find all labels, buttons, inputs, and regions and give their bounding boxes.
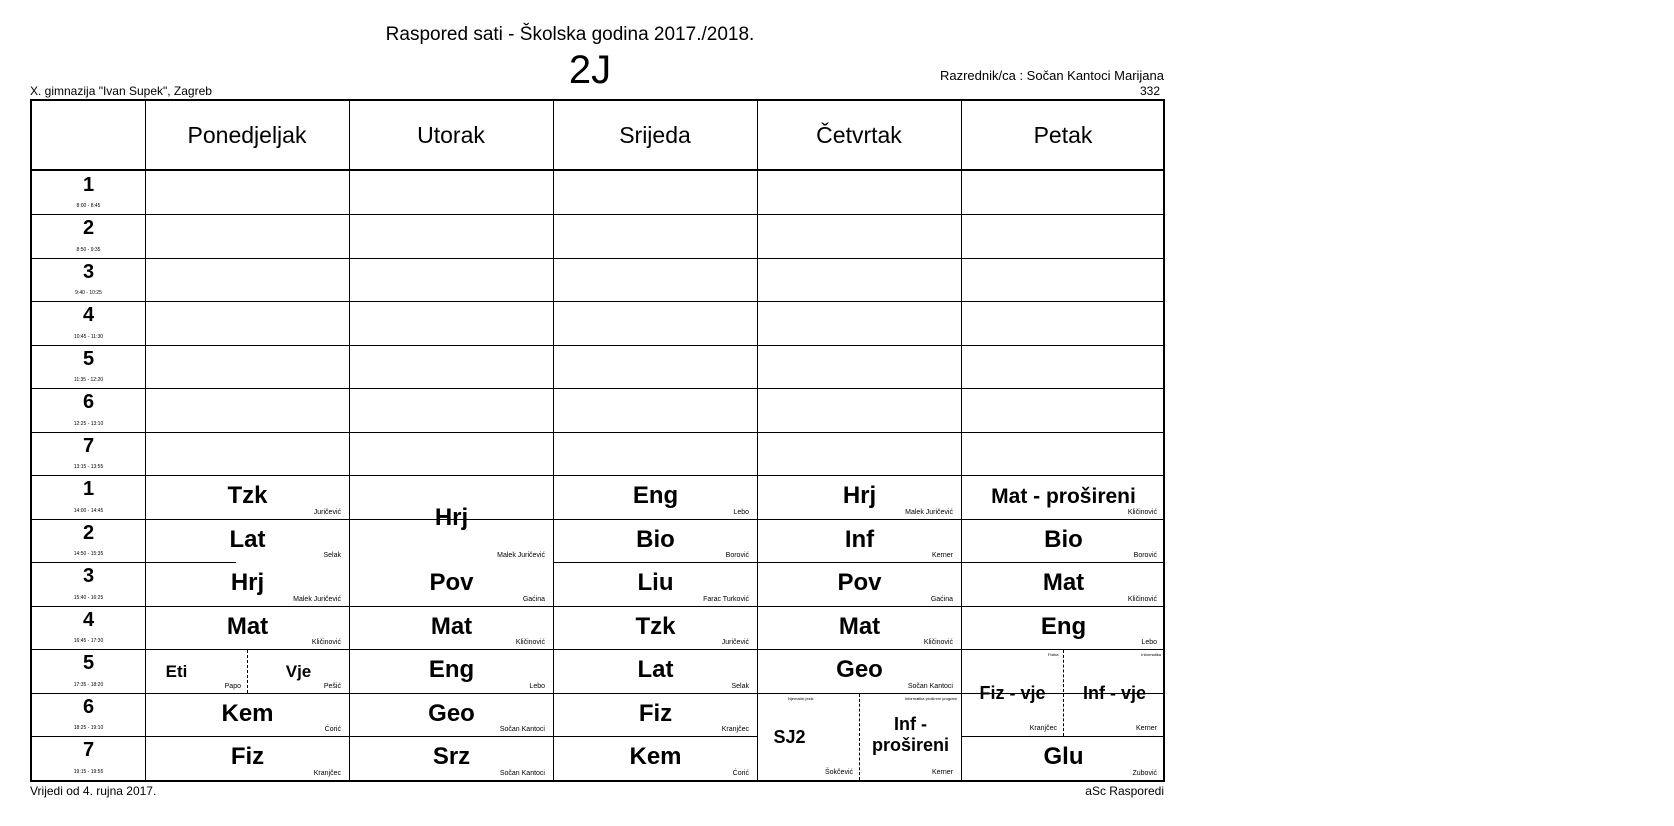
lesson-teacher: Malek Juričević (905, 509, 953, 516)
lesson-cell[interactable] (758, 476, 961, 519)
lesson-cell[interactable] (962, 563, 1165, 606)
lesson-cell[interactable] (554, 607, 757, 649)
lesson-subject: Kem (221, 700, 274, 727)
period-number: 2 (82, 217, 95, 239)
period-number: 3 (82, 565, 95, 587)
lesson-subject: Mat (1042, 569, 1085, 596)
period-number: 6 (82, 391, 95, 413)
lesson-subject: Mat - prošireni (991, 485, 1136, 508)
period-time: 14:00 - 14:45 (73, 508, 104, 514)
lesson-cell[interactable] (758, 650, 961, 693)
lesson-subject: Liu (637, 569, 674, 596)
period-time: 8:50 - 9:35 (76, 247, 101, 253)
lesson-teacher: Lebo (733, 509, 749, 516)
lesson-cell[interactable] (146, 563, 349, 606)
lesson-subject: Geo (428, 700, 475, 727)
lesson-subject: Geo (836, 656, 883, 683)
period-number: 5 (82, 652, 95, 674)
period-number: 7 (82, 739, 95, 761)
period-time: 17:35 - 18:20 (73, 682, 104, 688)
lesson-teacher: Sočan Kantoci (499, 726, 545, 733)
lesson-teacher: Malek Juričević (293, 596, 341, 603)
lesson-cell[interactable] (962, 737, 1165, 780)
lesson-group: Njemački jezik (788, 696, 814, 701)
period-number: 1 (82, 478, 95, 500)
period-time: 14:50 - 15:35 (73, 551, 104, 557)
period-number: 4 (82, 304, 95, 326)
lesson-cell[interactable] (758, 520, 961, 562)
lesson-teacher: Kličinović (1127, 596, 1157, 603)
lesson-subject: Mat (226, 613, 269, 640)
lesson-teacher: Sočan Kantoci (499, 770, 545, 777)
lesson-teacher: Zubović (1132, 770, 1157, 777)
period-time: 10:45 - 11:30 (73, 334, 104, 340)
lesson-subject: Tzk (635, 613, 676, 640)
lesson-cell[interactable] (554, 650, 757, 693)
lesson-group: Fizika (1048, 652, 1059, 657)
lesson-teacher: Kranjčec (313, 770, 341, 777)
lesson-cell[interactable] (146, 650, 247, 693)
lesson-subject: Bio (636, 526, 675, 553)
lesson-teacher: Ćorić (732, 770, 749, 777)
lesson-cell[interactable] (1064, 650, 1165, 736)
lesson-teacher: Kličinović (515, 639, 545, 646)
period-time: 11:35 - 12:20 (73, 377, 104, 383)
day-thursday: Četvrtak (816, 122, 902, 148)
period-time: 19:15 - 19:55 (73, 769, 104, 775)
room-number: 332 (1139, 84, 1160, 98)
lesson-cell[interactable] (554, 737, 757, 780)
lesson-subject: Fiz (638, 700, 673, 727)
lesson-teacher: Kličinović (311, 639, 341, 646)
lesson-teacher: Kličinović (923, 639, 953, 646)
software-credit: aSc Rasporedi (1085, 784, 1164, 798)
lesson-cell[interactable] (248, 650, 349, 693)
lesson-subject: Vje (285, 662, 312, 681)
lesson-cell[interactable] (146, 476, 349, 519)
lesson-teacher: Gaćina (522, 596, 545, 603)
period-number: 4 (82, 609, 95, 631)
lesson-cell[interactable] (350, 563, 553, 606)
lesson-cell[interactable] (350, 650, 553, 693)
lesson-teacher: Selak (323, 552, 341, 559)
lesson-cell[interactable] (554, 520, 757, 562)
lesson-cell[interactable] (860, 694, 961, 780)
class-teacher: Razrednik/ca : Sočan Kantoci Marijana (939, 68, 1164, 83)
lesson-teacher: Malek Juričević (497, 552, 545, 559)
timetable-grid (30, 99, 1165, 782)
lesson-subject: Inf (844, 526, 875, 553)
lesson-subject: Mat (430, 613, 473, 640)
lesson-cell[interactable] (962, 520, 1165, 562)
lesson-teacher: Pešić (323, 683, 341, 690)
school-name: X. gimnazija "Ivan Supek", Zagreb (30, 84, 212, 98)
lesson-subject: Kem (629, 743, 682, 770)
lesson-subject: Lat (229, 526, 266, 553)
lesson-teacher: Borović (1133, 552, 1157, 559)
period-number: 7 (82, 435, 95, 457)
lesson-subject: Lat (637, 656, 674, 683)
lesson-subject: Hrj (434, 504, 469, 531)
lesson-cell[interactable] (146, 607, 349, 649)
lesson-cell[interactable] (350, 737, 553, 780)
lesson-teacher: Lebo (529, 683, 545, 690)
lesson-cell[interactable] (146, 737, 349, 780)
lesson-cell[interactable] (146, 520, 349, 562)
lesson-teacher: Juričević (721, 639, 749, 646)
lesson-teacher: Kličinović (1127, 509, 1157, 516)
lesson-subject: Eng (428, 656, 475, 683)
day-tuesday: Utorak (417, 122, 485, 148)
lesson-cell[interactable] (962, 650, 1063, 736)
lesson-cell[interactable] (554, 563, 757, 606)
lesson-subject: Fiz - vje (979, 683, 1046, 703)
lesson-cell[interactable] (758, 563, 961, 606)
day-wednesday: Srijeda (619, 122, 691, 148)
lesson-cell[interactable] (554, 694, 757, 736)
period-number: 1 (82, 174, 95, 196)
lesson-subject: Tzk (227, 482, 268, 509)
lesson-group: Informatika prošireni program (904, 696, 957, 701)
day-monday: Ponedjeljak (187, 122, 307, 148)
period-number: 2 (82, 522, 95, 544)
period-number: 6 (82, 696, 95, 718)
lesson-cell[interactable] (146, 694, 349, 736)
lesson-group: Informatika (1141, 652, 1161, 657)
lesson-subject: Eng (1040, 613, 1087, 640)
lesson-teacher: Juričević (313, 509, 341, 516)
lesson-cell[interactable] (758, 607, 961, 649)
lesson-subject: Pov (429, 569, 474, 596)
lesson-subject: SJ2 (773, 727, 806, 747)
lesson-subject: Inf - (894, 714, 927, 734)
lesson-teacher: Kerner (931, 769, 953, 776)
lesson-cell[interactable] (554, 476, 757, 519)
lesson-cell[interactable] (350, 694, 553, 736)
lesson-subject: Pov (837, 569, 882, 596)
valid-from-note: Vrijedi od 4. rujna 2017. (30, 784, 157, 798)
timetable-title: Raspored sati - Školska godina 2017./2018. (385, 24, 755, 45)
lesson-teacher: Gaćina (930, 596, 953, 603)
lesson-subject: Glu (1043, 743, 1084, 770)
lesson-cell[interactable] (350, 607, 553, 649)
lesson-subject: Mat (838, 613, 881, 640)
lesson-subject: Srz (432, 743, 471, 770)
lesson-subject: prošireni (871, 735, 950, 755)
period-time: 15:40 - 16:25 (73, 595, 104, 601)
lesson-teacher: Farac Turković (703, 596, 749, 603)
lesson-cell[interactable] (758, 694, 859, 780)
period-time: 9:40 - 10:25 (75, 290, 102, 296)
lesson-teacher: Borović (725, 552, 749, 559)
lesson-teacher: Šokčević (824, 769, 853, 776)
lesson-cell[interactable] (962, 476, 1165, 519)
class-name: 2J (568, 48, 612, 92)
lesson-subject: Hrj (842, 482, 877, 509)
lesson-teacher: Kerner (931, 552, 953, 559)
period-number: 3 (82, 261, 95, 283)
period-time: 16:45 - 17:30 (73, 638, 104, 644)
lesson-subject: Bio (1044, 526, 1083, 553)
period-time: 8:00 - 8:45 (76, 203, 101, 209)
period-time: 13:15 - 13:55 (73, 464, 104, 470)
lesson-teacher: Kranjčec (721, 726, 749, 733)
lesson-subject: Fiz (230, 743, 265, 770)
lesson-teacher: Lebo (1141, 639, 1157, 646)
period-time: 12:25 - 13:10 (73, 421, 104, 427)
lesson-subject: Hrj (230, 569, 265, 596)
lesson-subject: Eti (165, 662, 188, 681)
lesson-cell[interactable] (962, 607, 1165, 649)
lesson-teacher: Papo (224, 683, 241, 690)
lesson-cell[interactable] (350, 476, 553, 562)
lesson-teacher: Ćorić (324, 726, 341, 733)
lesson-teacher: Kerner (1135, 725, 1157, 732)
period-time: 18:25 - 19:10 (73, 725, 104, 731)
day-friday: Petak (1033, 122, 1093, 148)
lesson-teacher: Selak (731, 683, 749, 690)
lesson-teacher: Kranjčec (1029, 725, 1057, 732)
lesson-subject: Inf - vje (1082, 683, 1146, 703)
lesson-teacher: Sočan Kantoci (907, 683, 953, 690)
period-number: 5 (82, 348, 95, 370)
lesson-subject: Eng (632, 482, 679, 509)
